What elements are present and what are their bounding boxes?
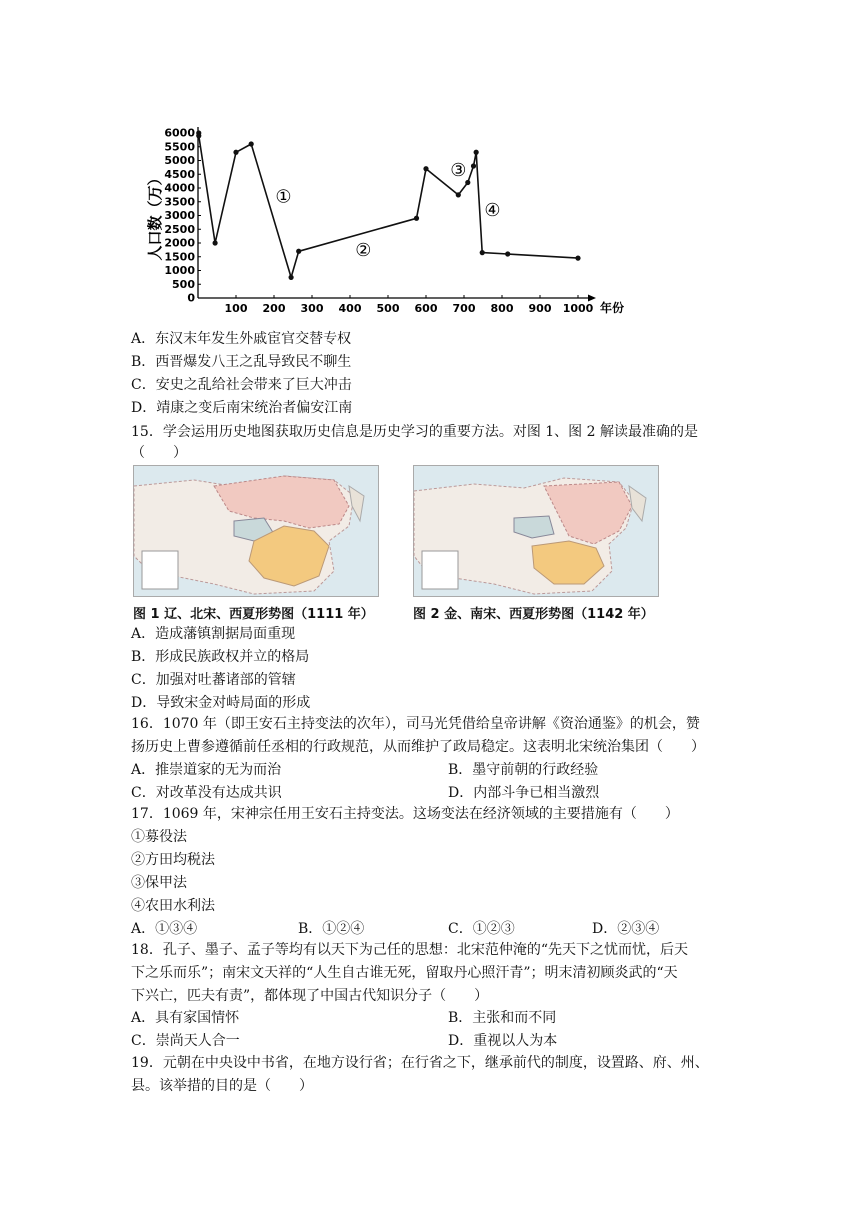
y-axis bbox=[146, 127, 201, 305]
y-tick-label: 1000 bbox=[164, 264, 195, 277]
population-line bbox=[199, 133, 578, 277]
data-point bbox=[296, 249, 301, 254]
q17-item-4: ④农田水利法 bbox=[131, 898, 215, 914]
y-tick-label: 3000 bbox=[164, 209, 195, 222]
q18-options-row1 bbox=[131, 1008, 731, 1028]
y-tick-label: 4000 bbox=[164, 181, 195, 195]
y-tick-label: 500 bbox=[172, 277, 195, 291]
q17-item-1: ①募役法 bbox=[131, 829, 187, 845]
q19-stem-line1: 19．元朝在中央设中书省，在地方设行省；在行省之下，继承前代的制度，设置路、府、州、 bbox=[131, 1055, 709, 1071]
q18-stem-line3: 下兴亡，匹夫有责”，都体现了中国古代知识分子（ ） bbox=[131, 988, 489, 1004]
data-point bbox=[196, 133, 201, 138]
q16-option-c: C．对改革没有达成共识 bbox=[131, 785, 282, 801]
x-tick-label: 700 bbox=[452, 302, 476, 315]
y-tick-label: 6000 bbox=[164, 126, 195, 140]
x-axis bbox=[198, 295, 624, 316]
data-point bbox=[480, 250, 485, 255]
q16-stem-line1: 16．1070 年（即王安石主持变法的次年），司马光凭借给皇帝讲解《资治通鉴》的机会，赞 bbox=[131, 716, 700, 732]
annotation-label: ② bbox=[355, 239, 372, 261]
q18-stem-line1: 18．孔子、墨子、孟子等均有以天下为己任的思想：北宋范仲淹的“先天下之忧而忧，后天 bbox=[131, 942, 688, 958]
q16-option-a: A．推崇道家的无为而治 bbox=[131, 762, 282, 778]
y-tick-label: 3500 bbox=[164, 195, 195, 209]
q17-option-a: A．①③④ bbox=[131, 921, 198, 937]
q15-option-c: C．加强对吐蕃诸部的管辖 bbox=[131, 672, 296, 688]
data-point bbox=[456, 192, 461, 197]
y-tick-label: 5500 bbox=[164, 140, 195, 154]
annotation-label: ① bbox=[275, 186, 292, 208]
population-chart bbox=[148, 110, 648, 320]
data-point bbox=[249, 141, 254, 146]
y-tick-label: 4500 bbox=[164, 167, 195, 181]
q17-option-d: D．②③④ bbox=[592, 921, 660, 937]
q16-options-row2 bbox=[131, 783, 731, 803]
q14-option-b: B．西晋爆发八王之乱导致民不聊生 bbox=[131, 354, 352, 370]
x-tick-label: 200 bbox=[262, 302, 286, 315]
y-tick-label: 2500 bbox=[164, 222, 195, 236]
q19-stem-line2: 县。该举措的目的是（ ） bbox=[131, 1078, 313, 1094]
data-point bbox=[213, 240, 218, 245]
q17-stem: 17．1069 年，宋神宗任用王安石主持变法。这场变法在经济领域的主要措施有（ ） bbox=[131, 806, 679, 822]
y-tick-label: 1500 bbox=[164, 250, 195, 264]
annotation-label: ④ bbox=[484, 200, 501, 221]
data-point bbox=[414, 216, 419, 221]
data-point bbox=[423, 166, 428, 171]
q18-options-row2 bbox=[131, 1031, 731, 1051]
x-tick-label: 500 bbox=[376, 302, 400, 315]
annotation-label: ③ bbox=[450, 160, 467, 182]
y-tick-label: 0 bbox=[187, 291, 195, 305]
q14-option-c: C．安史之乱给社会带来了巨大冲击 bbox=[131, 377, 352, 393]
map-figure-1-caption: 图 1 辽、北宋、西夏形势图（1111 年） bbox=[133, 607, 374, 622]
q18-option-a: A．具有家国情怀 bbox=[131, 1010, 240, 1026]
x-tick-label: 800 bbox=[490, 302, 514, 315]
x-axis-title: 年份 bbox=[600, 301, 625, 315]
y-tick-label: 2000 bbox=[164, 236, 195, 250]
data-point bbox=[505, 251, 510, 256]
q18-option-c: C．崇尚天人合一 bbox=[131, 1033, 240, 1049]
data-point bbox=[474, 150, 479, 155]
map-figure-1 bbox=[133, 465, 379, 597]
q15-option-d: D．导致宋金对峙局面的形成 bbox=[131, 695, 311, 711]
q18-option-d: D．重视以人为本 bbox=[448, 1033, 558, 1049]
data-point bbox=[575, 256, 580, 261]
y-tick-label: 5000 bbox=[164, 154, 195, 167]
chart-annotations bbox=[275, 160, 500, 261]
map-figure-2-caption: 图 2 金、南宋、西夏形势图（1142 年） bbox=[413, 607, 654, 622]
q15-stem-line1: 15．学会运用历史地图获取历史信息是历史学习的重要方法。对图 1、图 2 解读最准确的是 bbox=[131, 424, 698, 440]
q14-option-a: A．东汉末年发生外戚宦官交替专权 bbox=[131, 331, 352, 347]
q16-option-b: B．墨守前朝的行政经验 bbox=[448, 762, 599, 778]
x-tick-label: 600 bbox=[414, 302, 438, 315]
q18-option-b: B．主张和而不同 bbox=[448, 1010, 557, 1026]
y-axis-title: 人口数（万） bbox=[146, 170, 164, 261]
population-series bbox=[196, 130, 580, 280]
data-point bbox=[471, 163, 476, 168]
x-tick-label: 300 bbox=[300, 302, 324, 315]
x-tick-label: 400 bbox=[338, 302, 362, 315]
map-figure-2 bbox=[413, 465, 659, 597]
q17-item-3: ③保甲法 bbox=[131, 875, 187, 891]
q17-option-c: C．①②③ bbox=[448, 921, 515, 937]
q16-option-d: D．内部斗争已相当激烈 bbox=[448, 785, 600, 801]
q15-stem-line2: （ ） bbox=[131, 445, 187, 461]
x-axis-arrow bbox=[588, 295, 596, 302]
q17-options-row bbox=[131, 919, 731, 939]
data-point bbox=[233, 150, 238, 155]
x-tick-label: 100 bbox=[224, 302, 248, 315]
q15-option-b: B．形成民族政权并立的格局 bbox=[131, 649, 310, 665]
q15-option-a: A．造成藩镇割据局面重现 bbox=[131, 626, 296, 642]
data-point bbox=[289, 275, 294, 280]
x-tick-label: 900 bbox=[528, 302, 552, 315]
x-tick-label: 1000 bbox=[562, 302, 594, 315]
q17-option-b: B．①②④ bbox=[298, 921, 365, 937]
q16-options-row1 bbox=[131, 760, 731, 780]
q16-stem-line2: 扬历史上曹参遵循前任丞相的行政规范，从而维护了政局稳定。这表明北宋统治集团（ ） bbox=[131, 739, 705, 755]
q17-item-2: ②方田均税法 bbox=[131, 852, 215, 868]
q14-option-d: D．靖康之变后南宋统治者偏安江南 bbox=[131, 400, 353, 416]
q18-stem-line2: 下之乐而乐”；南宋文天祥的“人生自古谁无死，留取丹心照汗青”；明末清初顾炎武的“天 bbox=[131, 965, 678, 981]
